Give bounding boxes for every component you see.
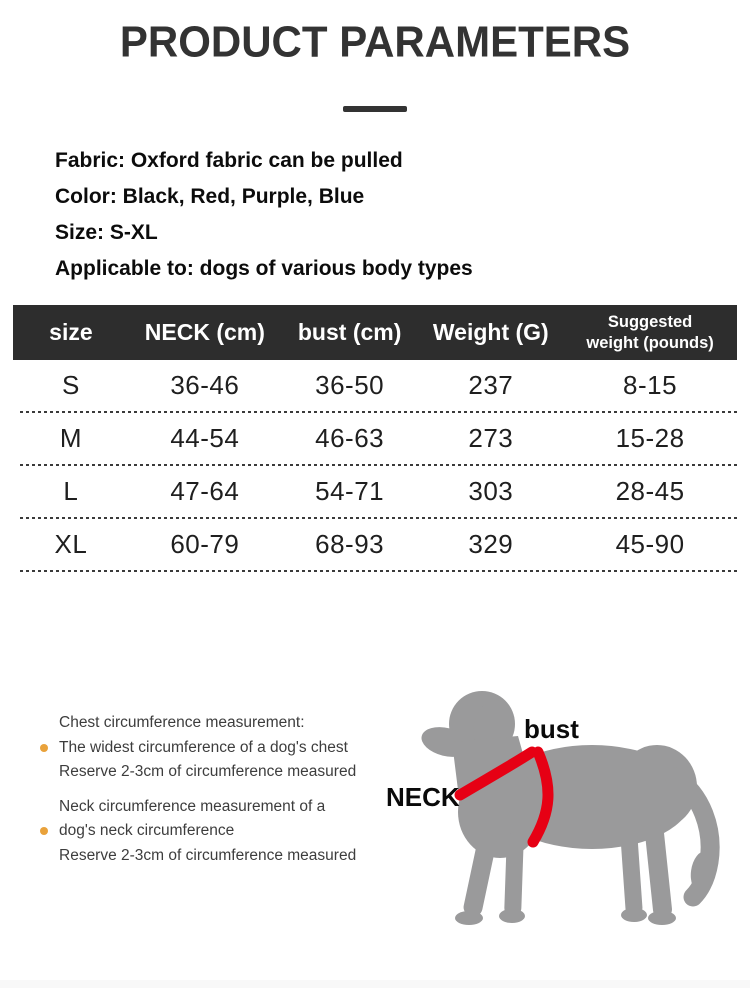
footer-strip	[0, 980, 750, 988]
product-specs	[55, 143, 720, 287]
column-header-size: size	[49, 319, 93, 345]
table-row-s	[13, 360, 737, 411]
table-row-xl	[13, 519, 737, 570]
bullet-dot-icon	[40, 744, 48, 752]
spec-fabric: Fabric: Oxford fabric can be pulled	[55, 149, 403, 172]
row-divider	[20, 570, 737, 572]
chest-measurement-note	[40, 711, 400, 785]
spec-size: Size: S-XL	[55, 221, 158, 244]
column-header-weight: Weight (G)	[432, 319, 549, 345]
bullet-dot-icon	[40, 827, 48, 835]
table-cell: 15-28	[615, 423, 685, 453]
column-header-bust: bust (cm)	[297, 319, 402, 345]
table-cell: 44-54	[170, 423, 240, 453]
note-line: dog's neck circumference	[59, 822, 235, 839]
column-header-neck: NECK (cm)	[144, 319, 265, 345]
bust-label: bust	[524, 714, 579, 744]
note-line: Reserve 2-3cm of circumference measured	[59, 846, 357, 864]
table-cell: 60-79	[170, 529, 240, 559]
table-cell: 303	[468, 476, 514, 506]
table-row-m	[13, 413, 737, 464]
table-cell: L	[63, 476, 79, 506]
table-cell: M	[59, 423, 82, 453]
neck-measurement-note	[40, 795, 400, 869]
dog-silhouette-illustration	[412, 682, 747, 937]
table-cell: 28-45	[615, 476, 685, 506]
table-cell: S	[61, 370, 80, 400]
table-cell: XL	[54, 529, 88, 559]
table-cell: 45-90	[615, 529, 685, 559]
table-cell: 329	[468, 529, 514, 559]
dog-measurement-diagram	[386, 682, 747, 937]
column-header-suggested-weight: Suggested weight (pounds)	[586, 312, 714, 352]
table-cell: 68-93	[315, 529, 385, 559]
measurement-notes	[40, 711, 400, 878]
note-line: Reserve 2-3cm of circumference measured	[59, 763, 357, 780]
size-table	[13, 305, 737, 572]
size-table-header-row	[13, 305, 737, 360]
table-cell: 36-50	[315, 370, 385, 400]
note-line: The widest circumference of a dog's chest	[59, 738, 348, 756]
table-cell: 8-15	[623, 370, 678, 400]
neck-label: NECK	[386, 782, 460, 812]
table-cell: 54-71	[315, 476, 385, 506]
table-cell: 47-64	[170, 476, 240, 506]
table-cell: 237	[468, 370, 514, 400]
page-title: PRODUCT PARAMETERS	[119, 17, 631, 66]
note-line: Chest circumference measurement:	[59, 714, 305, 731]
spec-applicable: Applicable to: dogs of various body types	[55, 257, 473, 280]
spec-color: Color: Black, Red, Purple, Blue	[55, 185, 365, 208]
title-underline	[343, 106, 407, 112]
note-line: Neck circumference measurement of a	[59, 797, 326, 815]
table-cell: 46-63	[315, 423, 385, 453]
table-cell: 273	[468, 423, 514, 453]
table-row-l	[13, 466, 737, 517]
table-cell: 36-46	[170, 370, 240, 400]
